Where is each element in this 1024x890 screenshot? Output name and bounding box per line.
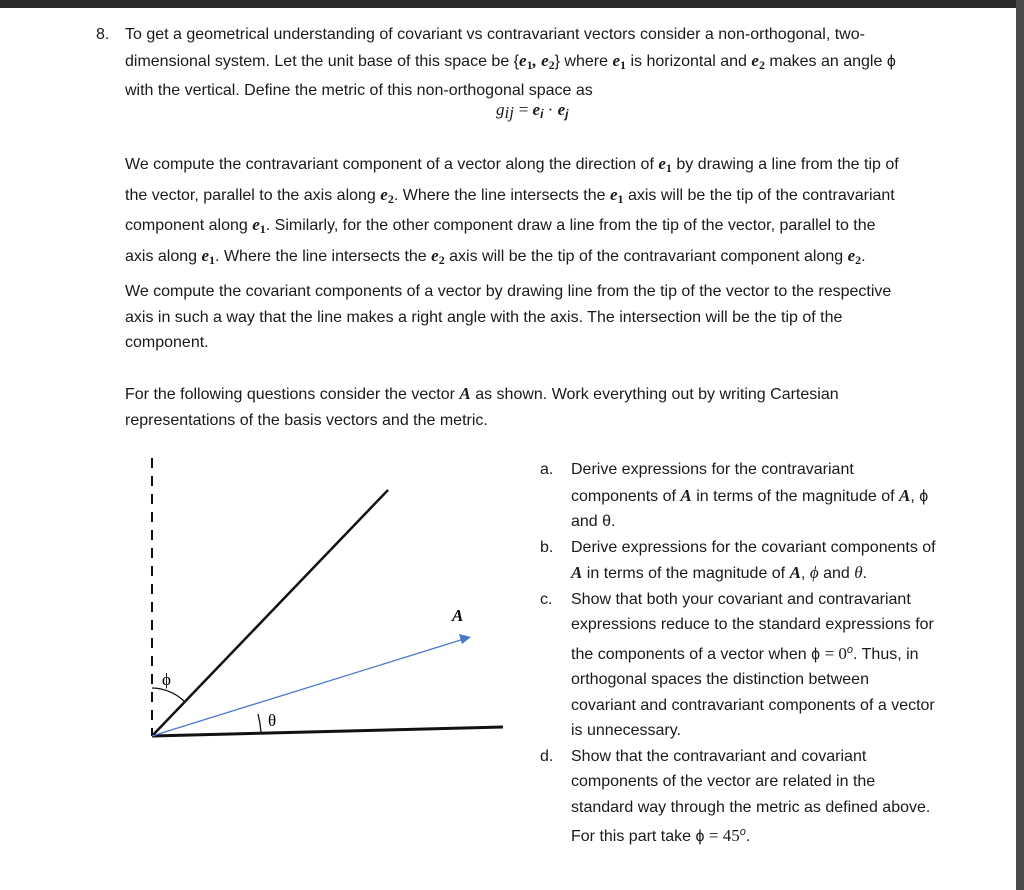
intro-line-3: with the vertical. Define the metric of this non-orthogonal space as	[125, 82, 593, 99]
e1-axis-line	[152, 727, 503, 736]
covariant-paragraph: We compute the covariant components of a vector by drawing line from the tip of the vector to the respective axis in such a way that the line makes a right angle with the axis. The intersection will be the tip of the component.	[125, 283, 892, 351]
basis-e1: $e_1$	[612, 50, 626, 72]
intro-line-2: dimensional system. Let the unit base of this space be {$e_1$, $e_2$} where $e_1$ is horizontal and $e_2$ makes an angle ϕ	[125, 50, 896, 72]
part-c: c. Show that both your covariant and contravariant expressions reduce to the standard expressions for the components of a vector when $\phi = 0^o$. Thus, in orthogonal spaces the distinction between covariant and contravariant components of a vector is unnecessary.	[540, 590, 935, 739]
theta-label: θ	[268, 711, 277, 730]
part-d: d. Show that the contravariant and covariant components of the vector are related in the standard way through the metric as defined above. For this part take $\phi = 45^o$.	[540, 747, 931, 845]
basis-e2: $e_2$	[751, 50, 765, 72]
vector-diagram	[140, 452, 520, 752]
intro-paragraph	[125, 22, 965, 104]
intro-line-1: To get a geometrical understanding of covariant vs contravariant vectors consider a non-orthogonal, two-	[125, 26, 865, 43]
contravariant-paragraph: We compute the contravariant component of a vector along the direction of $e_1$ by drawing a line from the tip of the vector, parallel to the axis along $e_2$. Where the line intersects the $e_1$ axis will be the tip of the contravariant component along $e_1$. Similarly, for the other component draw a line from the tip of the vector, parallel to the axis along $e_1$. Where the line intersects the $e_2$ axis will be the tip of the contravariant component along $e_2$.	[125, 154, 899, 267]
parts-list	[540, 457, 960, 850]
part-a: a. Derive expressions for the contravariant components of A in terms of the magnitude of A, ϕ and θ.	[540, 461, 929, 530]
phi-label: ϕ	[162, 670, 171, 689]
metric-formula: $g_{ij} = e_i \cdot e_j$	[496, 100, 569, 122]
phi-arc	[152, 688, 185, 702]
theta-arc	[258, 714, 261, 732]
vector-a-label: A	[452, 606, 464, 625]
following-paragraph: For the following questions consider the vector A as shown. Work everything out by writing Cartesian representations of the basis vectors and the metric.	[125, 384, 839, 429]
window-top-edge	[0, 0, 1024, 8]
window-right-scroll-edge	[1016, 0, 1024, 890]
part-b: b. Derive expressions for the covariant components of A in terms of the magnitude of A, ϕ and θ.	[540, 538, 936, 582]
question-number: 8.	[96, 26, 110, 43]
vector-a-arrowhead	[459, 634, 471, 644]
